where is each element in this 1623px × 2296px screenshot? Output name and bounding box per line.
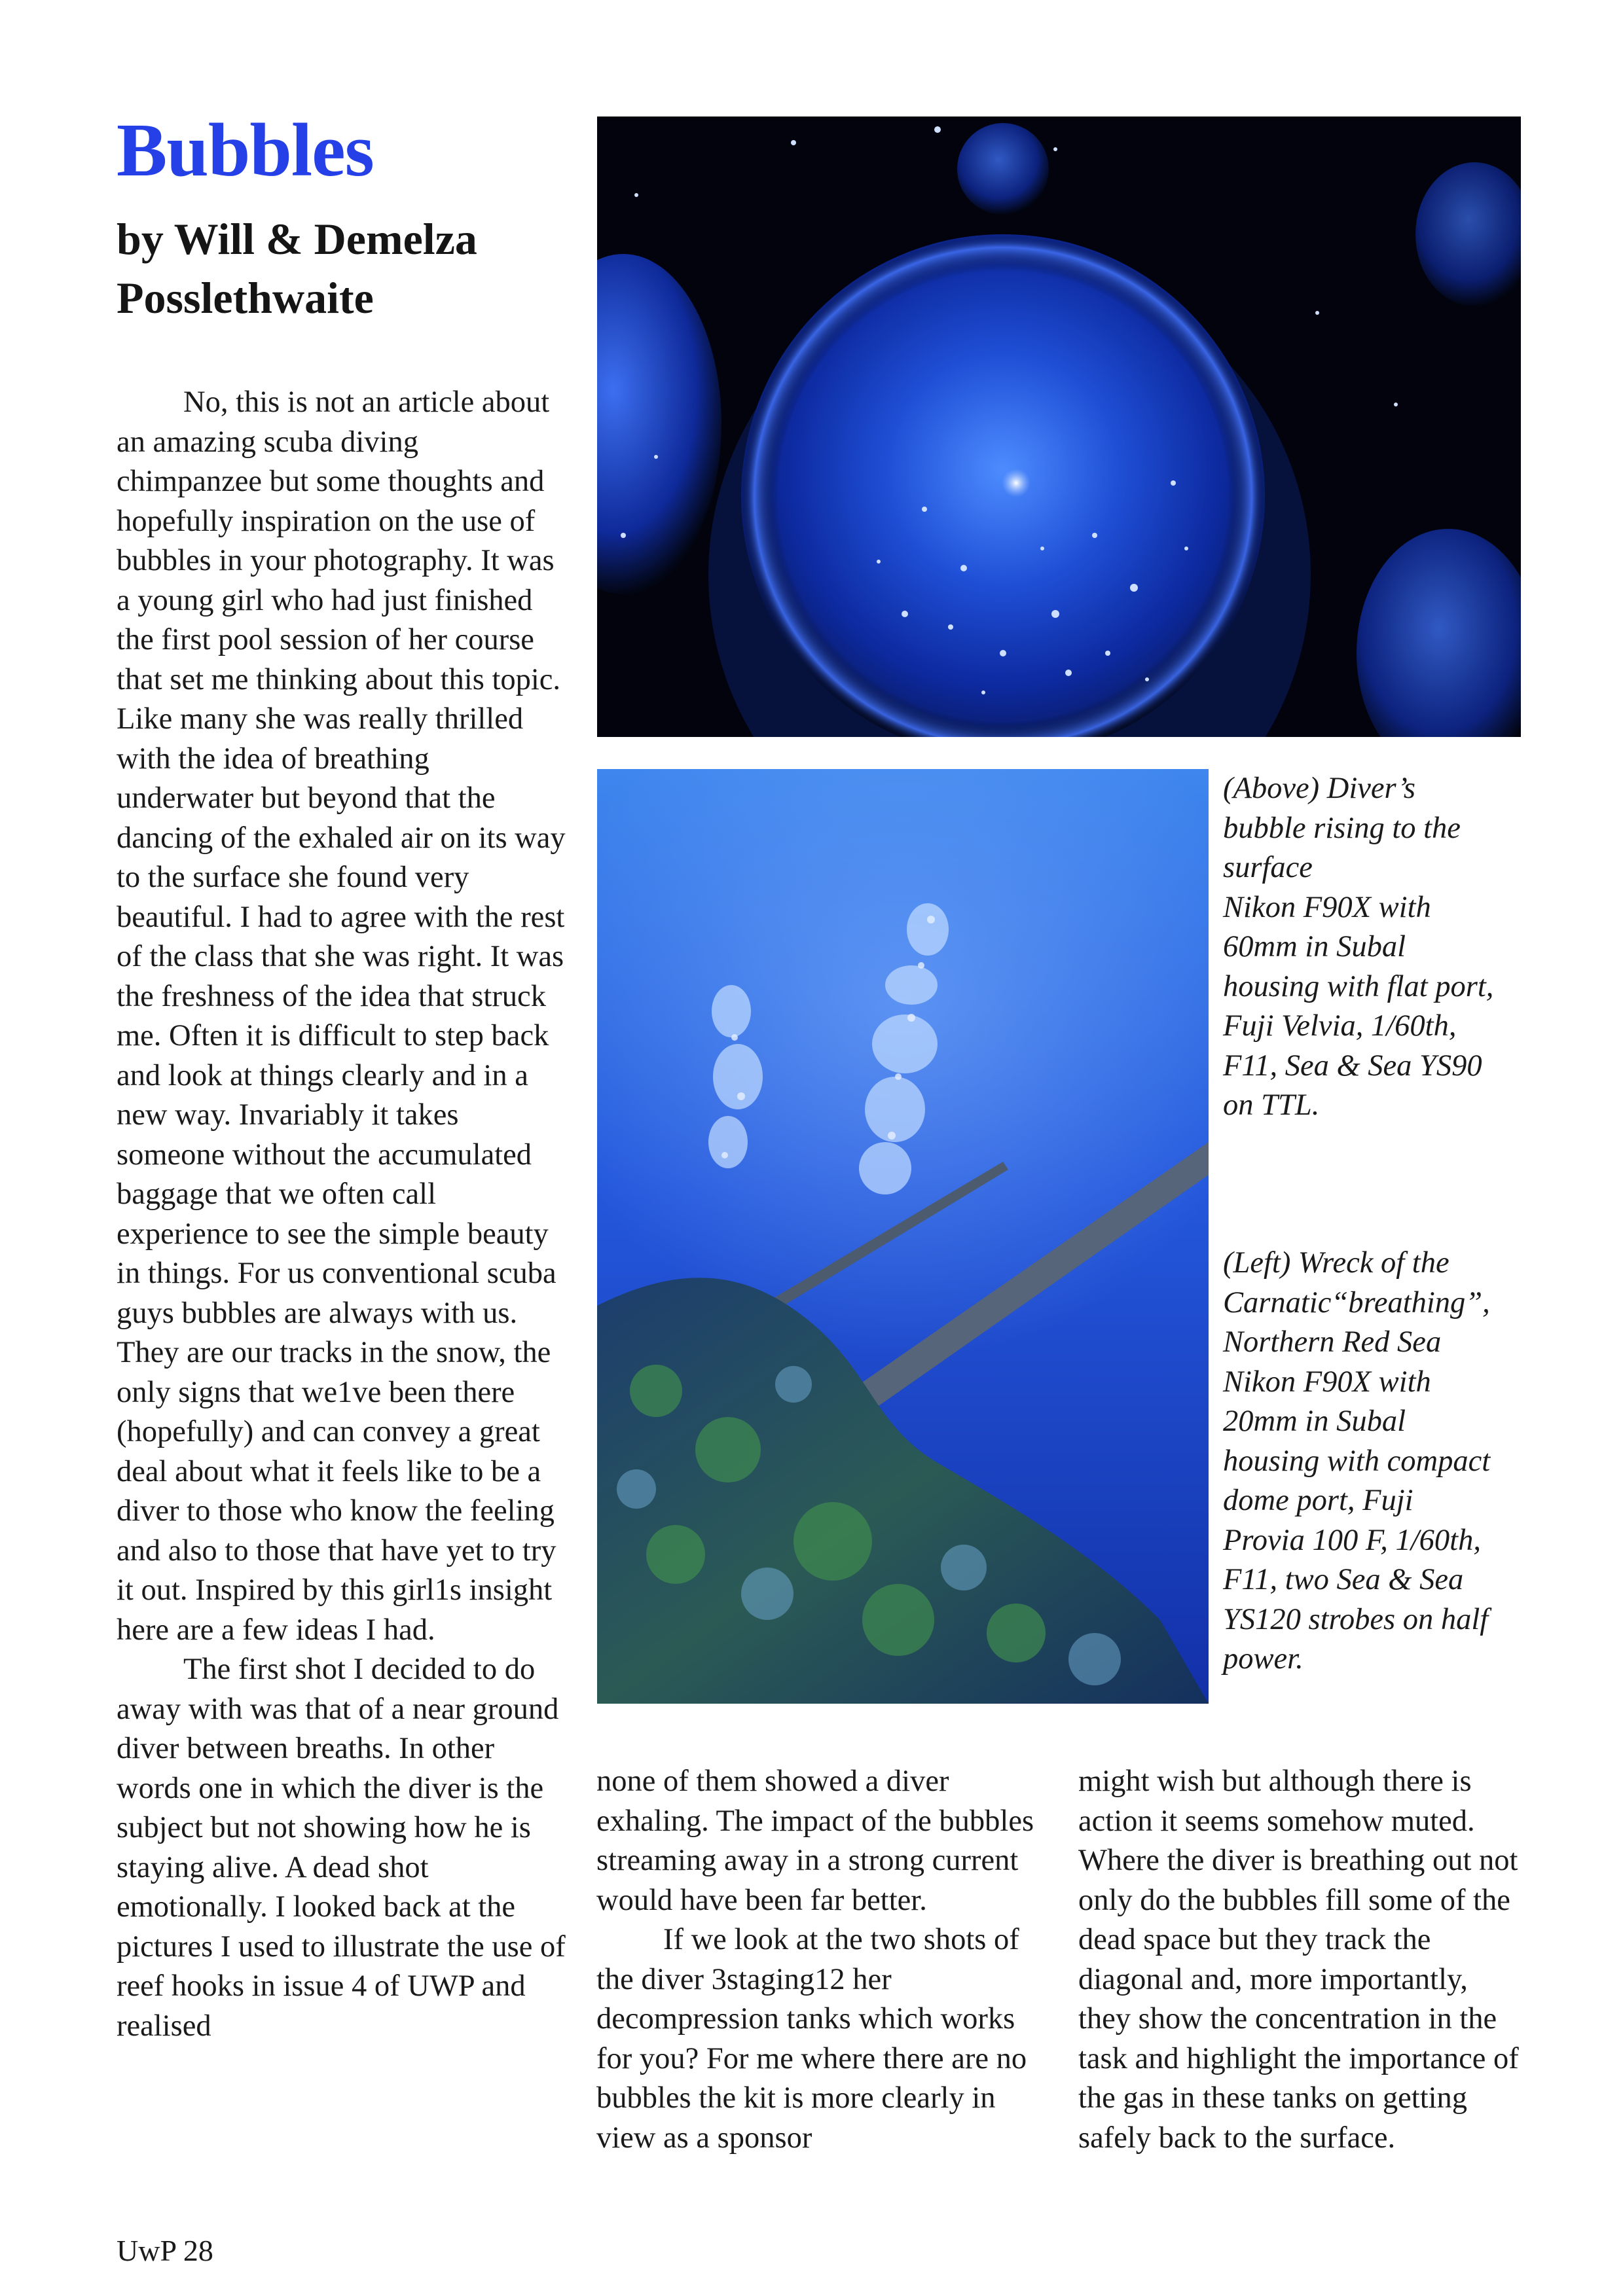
caption-line: Carnatic“breathing”, — [1223, 1285, 1490, 1319]
caption-line: housing with flat port, — [1223, 969, 1494, 1003]
caption-above-photo — [1223, 769, 1531, 1126]
paragraph: The first shot I decided to do away with was that of a near ground diver between breaths. In other words one in which the diver is the subject but not showing how he is staying alive. A dead shot emotionally. I looked back at the pictures I used to illustrate the use of reef hooks in issue 4 of UWP and realised — [117, 1653, 566, 2043]
paragraph: If we look at the two shots of the diver 3staging12 her decompression tanks which works for you? For me where there are no bubbles the kit is more clearly in view as a sponsor — [596, 1923, 1027, 2155]
caption-line: F11, Sea & Sea YS90 — [1223, 1049, 1482, 1083]
body-column-3 — [1078, 1762, 1523, 2158]
caption-line: on TTL. — [1223, 1088, 1320, 1122]
caption-line: (Above) Diver’s — [1223, 772, 1415, 805]
caption-line: F11, two Sea & Sea — [1223, 1563, 1464, 1596]
caption-line: YS120 strobes on half — [1223, 1602, 1489, 1636]
article-byline: by Will & Demelza Posslethwaite — [117, 214, 477, 323]
paragraph: might wish but although there is action it seems somehow muted. Where the diver is breathing out not only do the bubbles fill some of the dead space but they track the diagonal and, more importantly, they show the concentration in the task and highlight the importance of the gas in these tanks on getting safely back to the surface. — [1078, 1765, 1519, 2155]
page-number: UwP 28 — [117, 2234, 213, 2267]
caption-line: surface — [1223, 851, 1313, 884]
caption-line: (Left) Wreck of the — [1223, 1246, 1450, 1280]
caption-line: Northern Red Sea — [1223, 1325, 1442, 1359]
paragraph: No, this is not an article about an amazing scuba diving chimpanzee but some thoughts and hopefully inspiration on the use of bubbles in your photography. It was a young girl who had just finished the first pool session of her course that set me thinking about this topic. Like many she was really thrilled with the idea of breathing underwater but beyond that the dancing of the exhaled air on its way to the surface she found very beautiful. I had to agree with the rest of the class that she was right. It was the freshness of the idea that struck me. Often it is difficult to step back and look at things clearly and in a new way. Invariably it takes someone without the accumulated baggage that we often call experience to see the simple beauty in things. For us conventional scuba guys bubbles are always with us. They are our tracks in the snow, the only signs that we1ve been there (hopefully) and can convey a great deal about what it feels like to be a diver to those who know the feeling and also to those that have yet to try it out. Inspired by this girl1s insight here are a few ideas I had. — [117, 386, 566, 1647]
bubble-photo-illustration — [597, 117, 1521, 737]
photo-carnatic-wreck — [597, 769, 1209, 1704]
caption-line: housing with compact — [1223, 1444, 1491, 1478]
caption-line: Nikon F90X with — [1223, 1365, 1431, 1399]
caption-line: Provia 100 F, 1/60th, — [1223, 1523, 1481, 1557]
body-column-2 — [596, 1762, 1055, 2158]
caption-line: bubble rising to the — [1223, 811, 1461, 845]
caption-line: 20mm in Subal — [1223, 1405, 1406, 1438]
photo-bubble-rising — [597, 117, 1521, 737]
body-column-1 — [117, 383, 568, 2046]
caption-line: Nikon F90X with — [1223, 890, 1431, 924]
paragraph: none of them showed a diver exhaling. The impact of the bubbles streaming away in a strong current would have been far better. — [596, 1765, 1034, 1917]
wreck-photo-illustration — [597, 769, 1209, 1704]
caption-line: 60mm in Subal — [1223, 930, 1406, 963]
caption-line: Fuji Velvia, 1/60th, — [1223, 1009, 1457, 1043]
caption-line: dome port, Fuji — [1223, 1484, 1413, 1517]
article-title: Bubbles — [117, 109, 374, 192]
caption-left-photo — [1223, 1244, 1531, 1679]
caption-line: power. — [1223, 1642, 1304, 1676]
